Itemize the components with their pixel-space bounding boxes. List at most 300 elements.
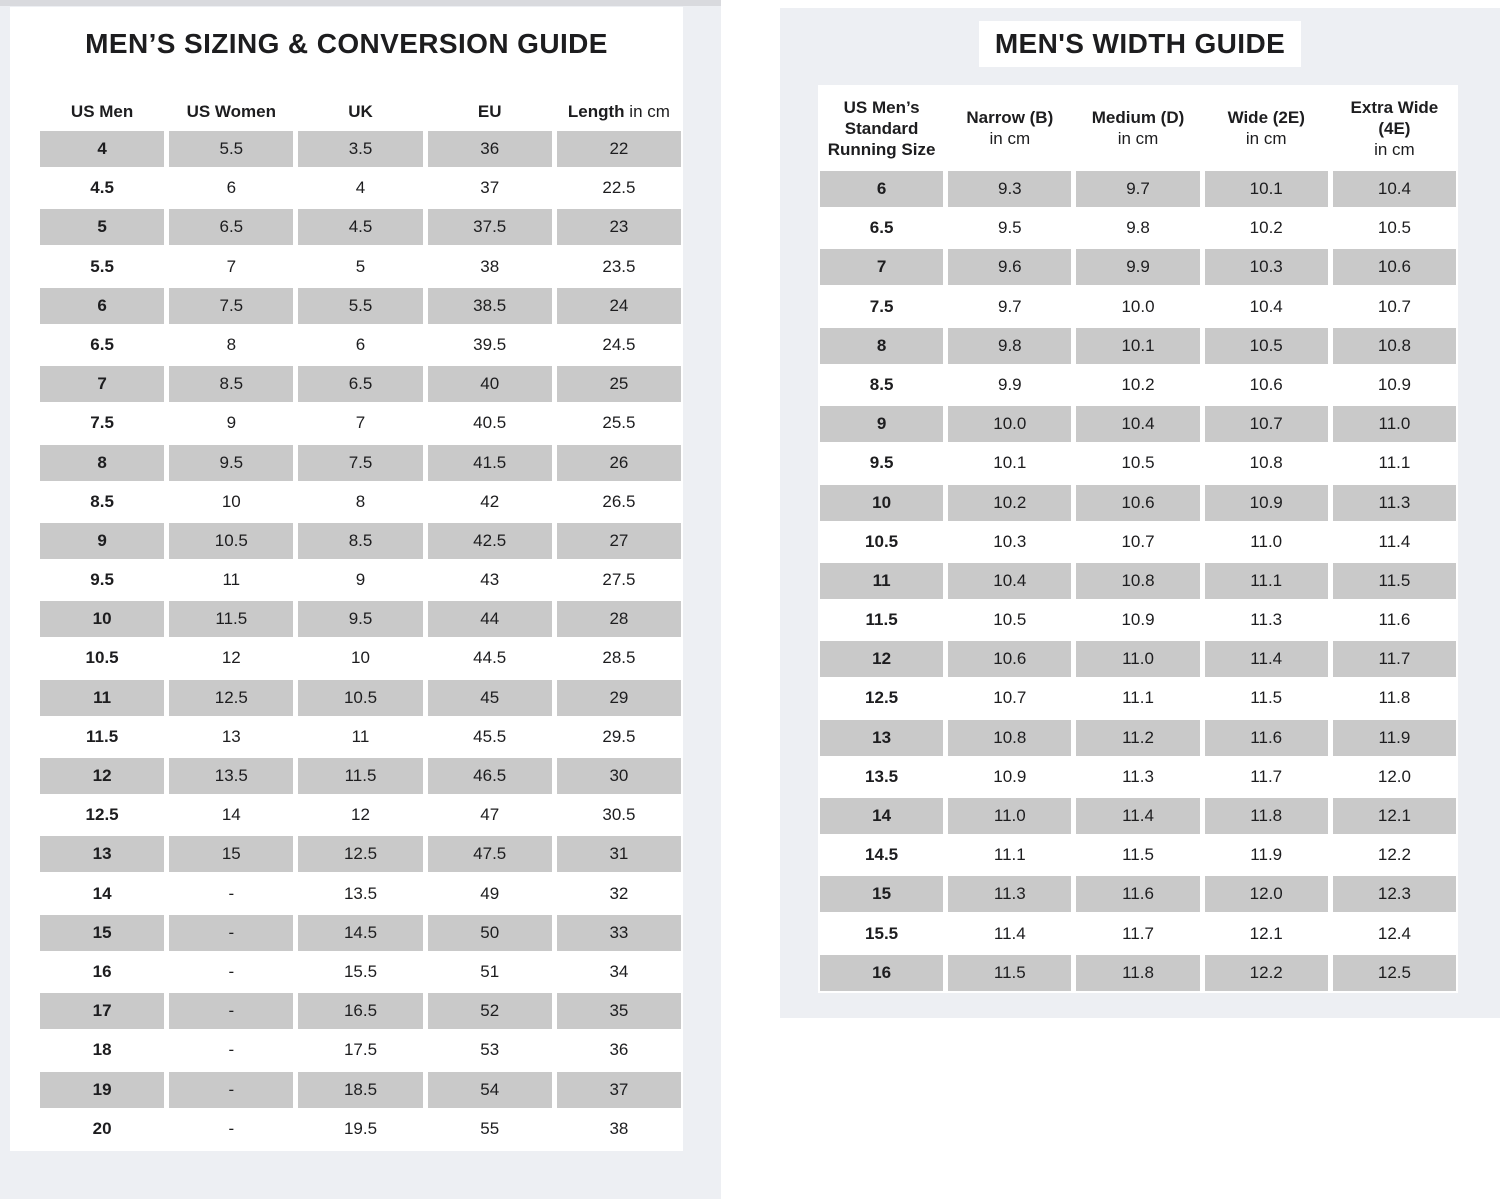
table-cell: 11.8 (1378, 688, 1411, 708)
table-cell: 19.5 (343, 1118, 378, 1138)
table-cell: 7 (355, 413, 366, 433)
table-row (40, 993, 681, 1029)
table-cell: 15 (820, 876, 943, 912)
table-cell: 38 (609, 1118, 629, 1138)
table-cell: 16 (820, 955, 943, 991)
column-header-label: EU (477, 101, 502, 121)
table-cell: 10.4 (948, 563, 1071, 599)
table-cell: 8.5 (169, 366, 293, 402)
table-cell: 10.7 (993, 688, 1027, 708)
column-header (1076, 107, 1199, 149)
sizing-table-header-row (40, 92, 681, 131)
table-cell: 11.6 (1205, 720, 1328, 756)
table-cell: 12 (40, 758, 164, 794)
table-row (40, 1072, 681, 1108)
width-table-header-row (820, 85, 1456, 171)
table-cell: 11.7 (1333, 641, 1456, 677)
table-cell: 8.5 (298, 523, 422, 559)
table-row (40, 484, 681, 520)
table-row (820, 406, 1456, 442)
table-cell: 30.5 (602, 805, 636, 825)
table-cell: 4 (40, 131, 164, 167)
table-cell: 24.5 (602, 334, 636, 354)
table-cell: 32 (609, 883, 629, 903)
table-cell: 10.7 (1205, 406, 1328, 442)
table-cell: 10.6 (1076, 485, 1199, 521)
table-cell: 11.1 (1205, 563, 1328, 599)
table-cell: 10.5 (1121, 453, 1155, 473)
table-cell: 16 (92, 961, 112, 981)
table-cell: 7 (40, 366, 164, 402)
table-cell: 12.5 (865, 688, 899, 708)
column-header-line: Standard (844, 118, 919, 138)
table-row (40, 366, 681, 402)
table-cell: 11 (351, 726, 370, 746)
table-row (820, 367, 1456, 403)
table-cell: 6 (40, 288, 164, 324)
table-row (40, 719, 681, 755)
table-cell: 11.6 (1378, 610, 1411, 630)
table-cell: 16.5 (298, 993, 422, 1029)
table-cell: 8 (40, 445, 164, 481)
table-cell: 14 (92, 883, 112, 903)
table-cell: - (169, 915, 293, 951)
table-cell: 12.0 (1205, 876, 1328, 912)
table-cell: 10.6 (1333, 249, 1456, 285)
width-guide-card (818, 85, 1458, 993)
table-row (40, 640, 681, 676)
column-header-sub: in cm (1117, 129, 1159, 148)
table-row (40, 327, 681, 363)
table-cell: - (228, 883, 235, 903)
table-row (40, 288, 681, 324)
table-row (40, 249, 681, 285)
table-cell: 42.5 (428, 523, 552, 559)
table-cell: 10.5 (993, 610, 1027, 630)
table-cell: 30 (557, 758, 681, 794)
sizing-guide-title: MEN’S SIZING & CONVERSION GUIDE (85, 28, 608, 59)
table-cell: 9.5 (298, 601, 422, 637)
table-cell: 9.5 (869, 453, 894, 473)
table-cell: 20 (92, 1118, 112, 1138)
column-header (40, 102, 164, 122)
table-cell: 12.0 (1377, 766, 1411, 786)
table-cell: 13.5 (169, 758, 293, 794)
table-cell: 11 (222, 570, 241, 590)
table-cell: 44.5 (473, 648, 507, 668)
table-cell: 11.2 (1076, 720, 1199, 756)
table-cell: 9.7 (1076, 171, 1199, 207)
column-header (948, 107, 1071, 149)
table-cell: 39.5 (473, 334, 507, 354)
table-cell: 10.1 (993, 453, 1027, 473)
table-cell: 18 (92, 1040, 112, 1060)
table-row (40, 797, 681, 833)
table-cell: 10 (820, 485, 943, 521)
table-cell: 9.5 (169, 445, 293, 481)
table-cell: 9.5 (90, 570, 114, 590)
table-cell: 12 (820, 641, 943, 677)
table-cell: 4 (355, 178, 366, 198)
column-header-label: Length (567, 101, 625, 121)
table-cell: 10.8 (1333, 328, 1456, 364)
table-cell: 10.6 (948, 641, 1071, 677)
table-cell: 10.5 (169, 523, 293, 559)
column-header-line: Narrow (B) (966, 108, 1054, 127)
table-row (820, 289, 1456, 325)
table-cell: 11.9 (1333, 720, 1456, 756)
table-cell: 50 (428, 915, 552, 951)
table-cell: 11.1 (1122, 688, 1154, 708)
table-cell: 13 (40, 836, 164, 872)
table-cell: - (169, 993, 293, 1029)
table-cell: 12 (221, 648, 241, 668)
table-cell: 10.0 (1121, 296, 1155, 316)
table-cell: 6.5 (90, 334, 114, 354)
column-header-label: US Women (186, 101, 277, 121)
table-cell: 10.3 (1205, 249, 1328, 285)
table-cell: 45 (428, 680, 552, 716)
table-cell: 47 (480, 805, 500, 825)
table-cell: 12 (351, 805, 370, 825)
table-cell: 11.5 (86, 726, 119, 746)
column-header-label: UK (348, 101, 373, 121)
table-cell: 8 (226, 334, 237, 354)
table-cell: 26 (557, 445, 681, 481)
table-cell: 6.5 (869, 218, 894, 238)
table-cell: 15.5 (865, 923, 899, 943)
table-cell: 9 (820, 406, 943, 442)
table-cell: 7 (226, 256, 237, 276)
table-cell: 42 (480, 491, 500, 511)
table-cell: 8.5 (869, 374, 894, 394)
table-cell: 40.5 (473, 413, 507, 433)
table-cell: 36 (428, 131, 552, 167)
sizing-guide-card (10, 7, 683, 1151)
table-cell: 13.5 (343, 883, 378, 903)
table-row (820, 876, 1456, 912)
table-cell: 13.5 (865, 766, 899, 786)
table-row (820, 955, 1456, 991)
column-header (820, 97, 943, 160)
table-cell: 10.8 (948, 720, 1071, 756)
table-cell: 6 (355, 334, 366, 354)
table-row (40, 601, 681, 637)
table-cell: 10.0 (948, 406, 1071, 442)
table-cell: 5 (355, 256, 366, 276)
table-cell: 10.9 (1377, 374, 1411, 394)
table-row (40, 170, 681, 206)
table-cell: 11.5 (1333, 563, 1456, 599)
column-header (1205, 107, 1328, 149)
table-cell: 10.5 (865, 531, 899, 551)
table-cell: 13 (820, 720, 943, 756)
table-cell: 10.7 (1121, 531, 1155, 551)
table-cell: 11.7 (1250, 766, 1283, 786)
table-cell: 11.4 (1205, 641, 1328, 677)
table-cell: 19 (40, 1072, 164, 1108)
table-cell: 43 (480, 570, 500, 590)
table-cell: 9.8 (1126, 218, 1150, 238)
table-cell: 12.5 (1333, 955, 1456, 991)
table-cell: 10.4 (1076, 406, 1199, 442)
table-cell: 49 (480, 883, 500, 903)
table-cell: 5.5 (90, 256, 114, 276)
table-cell: 8 (355, 491, 366, 511)
table-cell: 9.3 (948, 171, 1071, 207)
table-cell: 38 (480, 256, 500, 276)
table-cell: 38.5 (428, 288, 552, 324)
table-cell: 10 (221, 491, 241, 511)
table-cell: 18.5 (298, 1072, 422, 1108)
table-cell: 7.5 (90, 413, 114, 433)
table-row (40, 758, 681, 794)
table-cell: 12.2 (1377, 845, 1411, 865)
table-cell: 34 (609, 961, 629, 981)
column-header-sub: in cm (989, 129, 1031, 148)
table-cell: 11.1 (993, 845, 1026, 865)
width-guide-panel (721, 0, 1500, 1199)
table-cell: - (228, 1040, 235, 1060)
table-cell: 15 (40, 915, 164, 951)
column-header-sub: in cm (1245, 129, 1287, 148)
sizing-conversion-table (40, 92, 681, 1150)
table-cell: 31 (557, 836, 681, 872)
table-cell: 10.1 (1076, 328, 1199, 364)
table-cell: 12.2 (1205, 955, 1328, 991)
table-row (820, 485, 1456, 521)
table-cell: 11.4 (1378, 531, 1411, 551)
table-row (40, 1032, 681, 1068)
width-guide-background (780, 8, 1500, 1018)
table-row (820, 798, 1456, 834)
table-cell: 10.4 (1249, 296, 1283, 316)
column-header-label: US Men (70, 101, 134, 121)
table-cell: 8 (820, 328, 943, 364)
table-cell: 8.5 (90, 491, 114, 511)
table-cell: 11.1 (1378, 453, 1411, 473)
table-cell: 10.8 (1076, 563, 1199, 599)
table-cell: 11.9 (1250, 845, 1283, 865)
table-cell: 6.5 (298, 366, 422, 402)
column-header-line: Running Size (827, 139, 936, 159)
table-cell: 12.5 (169, 680, 293, 716)
width-guide-title: MEN'S WIDTH GUIDE (979, 21, 1301, 67)
table-cell: - (169, 1072, 293, 1108)
table-cell: 12.5 (298, 836, 422, 872)
sizing-guide-panel (0, 0, 721, 1199)
table-cell: 11.8 (1205, 798, 1328, 834)
table-cell: 10.9 (1121, 610, 1155, 630)
table-cell: 11.5 (1250, 688, 1283, 708)
table-cell: 7.5 (169, 288, 293, 324)
table-cell: 11.6 (1076, 876, 1199, 912)
table-cell: 29 (557, 680, 681, 716)
table-cell: 47.5 (428, 836, 552, 872)
table-cell: 22 (557, 131, 681, 167)
table-cell: 7 (820, 249, 943, 285)
table-cell: 11.4 (1076, 798, 1199, 834)
table-cell: 11.5 (169, 601, 293, 637)
table-row (40, 405, 681, 441)
table-cell: 10.5 (298, 680, 422, 716)
table-cell: 6.5 (169, 209, 293, 245)
table-cell: 5 (40, 209, 164, 245)
table-cell: 11.8 (1076, 955, 1199, 991)
table-row (40, 680, 681, 716)
table-cell: 33 (557, 915, 681, 951)
table-cell: 53 (480, 1040, 500, 1060)
table-cell: 22.5 (602, 178, 636, 198)
table-row (820, 328, 1456, 364)
table-cell: 40 (428, 366, 552, 402)
table-cell: 11.5 (1122, 845, 1154, 865)
table-cell: 14 (820, 798, 943, 834)
table-cell: 11.5 (865, 610, 898, 630)
table-cell: 23 (557, 209, 681, 245)
table-row (40, 445, 681, 481)
width-guide-title-wrap (780, 21, 1500, 67)
table-cell: 52 (428, 993, 552, 1029)
table-cell: 10.9 (1205, 485, 1328, 521)
table-cell: 11.3 (1250, 610, 1283, 630)
table-cell: 7.5 (298, 445, 422, 481)
table-cell: 6 (820, 171, 943, 207)
table-cell: 27.5 (602, 570, 636, 590)
table-cell: 9 (226, 413, 237, 433)
column-header-sub: in cm (1374, 139, 1415, 159)
table-cell: 10.2 (1249, 218, 1283, 238)
table-cell: 55 (480, 1118, 500, 1138)
table-cell: 9 (40, 523, 164, 559)
table-cell: 11.3 (1122, 766, 1154, 786)
table-cell: 12.1 (1249, 923, 1283, 943)
table-cell: 11.4 (993, 923, 1026, 943)
table-row (820, 759, 1456, 795)
top-edge-line (0, 0, 721, 6)
table-cell: 4.5 (90, 178, 114, 198)
table-cell: 12.3 (1333, 876, 1456, 912)
table-row (40, 1111, 681, 1147)
table-cell: 4.5 (298, 209, 422, 245)
table-cell: 37.5 (428, 209, 552, 245)
table-cell: 7.5 (869, 296, 894, 316)
table-cell: 27 (557, 523, 681, 559)
table-cell: 12.5 (85, 805, 119, 825)
table-cell: 12.1 (1333, 798, 1456, 834)
table-cell: 3.5 (298, 131, 422, 167)
table-cell: 54 (428, 1072, 552, 1108)
table-cell: 9.5 (997, 218, 1022, 238)
table-cell: 28 (557, 601, 681, 637)
table-row (40, 131, 681, 167)
table-cell: 11.0 (1333, 406, 1456, 442)
table-cell: 10.9 (993, 766, 1027, 786)
table-cell: 11.3 (1333, 485, 1456, 521)
column-header-line: US Men’s (843, 97, 920, 117)
table-cell: 9.9 (1076, 249, 1199, 285)
table-row (820, 171, 1456, 207)
table-cell: 14.5 (865, 845, 899, 865)
table-cell: 10.3 (993, 531, 1027, 551)
column-header (428, 102, 552, 122)
table-cell: 37 (557, 1072, 681, 1108)
width-guide-table (820, 85, 1456, 991)
table-row (40, 915, 681, 951)
table-cell: 10.5 (85, 648, 119, 668)
table-cell: 11.0 (1076, 641, 1199, 677)
sizing-table-body (40, 131, 681, 1147)
table-cell: 36 (609, 1040, 629, 1060)
table-cell: 10 (40, 601, 164, 637)
column-header-line: Medium (D) (1091, 108, 1185, 127)
table-cell: 23.5 (602, 256, 636, 276)
table-cell: 9.6 (948, 249, 1071, 285)
table-cell: 5.5 (169, 131, 293, 167)
table-cell: 14.5 (298, 915, 422, 951)
table-cell: 11.0 (1250, 531, 1283, 551)
column-header (169, 102, 293, 122)
table-cell: 46.5 (428, 758, 552, 794)
table-cell: 10.2 (1121, 374, 1155, 394)
table-cell: 11.5 (948, 955, 1071, 991)
table-row (820, 524, 1456, 560)
table-cell: 26.5 (602, 491, 636, 511)
table-row (820, 602, 1456, 638)
table-cell: 41.5 (428, 445, 552, 481)
table-cell: 12.4 (1377, 923, 1411, 943)
table-row (820, 916, 1456, 952)
table-cell: 15.5 (343, 961, 378, 981)
column-header (298, 102, 422, 122)
table-cell: 37 (480, 178, 500, 198)
table-cell: - (228, 1118, 235, 1138)
table-cell: 10.7 (1377, 296, 1411, 316)
table-cell: 6 (226, 178, 237, 198)
width-table-body (820, 171, 1456, 991)
table-cell: 10.4 (1333, 171, 1456, 207)
table-row (40, 954, 681, 990)
table-cell: 11 (820, 563, 943, 599)
column-header (1333, 97, 1456, 160)
table-row (40, 209, 681, 245)
table-cell: 29.5 (602, 726, 636, 746)
table-cell: 11.0 (948, 798, 1071, 834)
table-cell: 10.5 (1205, 328, 1328, 364)
table-cell: 24 (557, 288, 681, 324)
table-row (820, 210, 1456, 246)
table-cell: 28.5 (602, 648, 636, 668)
table-cell: 9.8 (948, 328, 1071, 364)
column-header (557, 102, 681, 122)
table-cell: 10.2 (948, 485, 1071, 521)
table-cell: 11 (40, 680, 164, 716)
table-cell: 25.5 (602, 413, 636, 433)
table-row (820, 720, 1456, 756)
table-cell: 17 (40, 993, 164, 1029)
table-cell: 11.5 (298, 758, 422, 794)
table-row (40, 562, 681, 598)
table-cell: 51 (480, 961, 500, 981)
table-row (40, 876, 681, 912)
table-cell: 45.5 (473, 726, 507, 746)
table-row (40, 523, 681, 559)
table-cell: 10.1 (1205, 171, 1328, 207)
table-cell: 10.5 (1377, 218, 1411, 238)
table-cell: 11.7 (1122, 923, 1154, 943)
table-cell: 44 (428, 601, 552, 637)
table-row (820, 563, 1456, 599)
